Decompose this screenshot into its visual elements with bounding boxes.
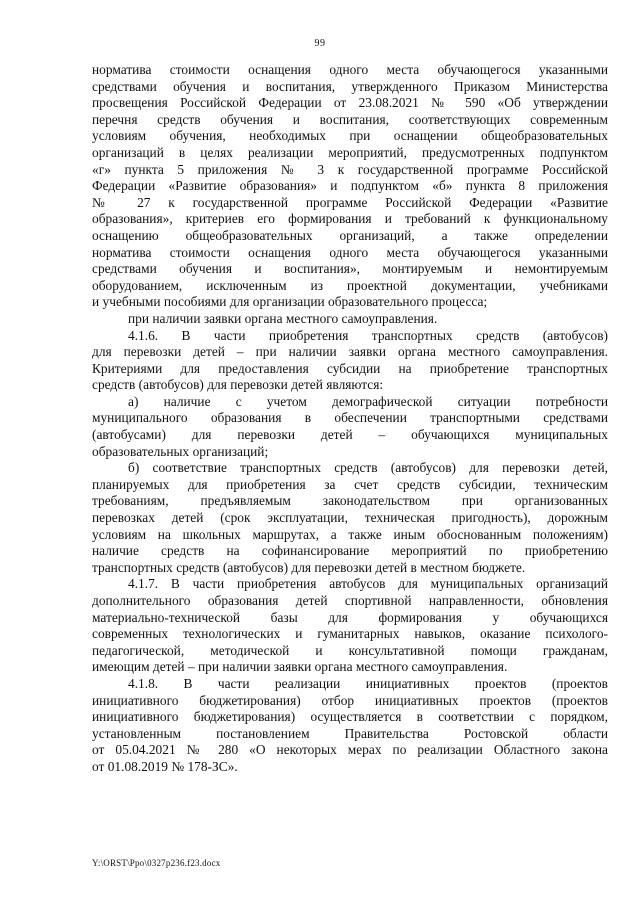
text-line: средствами обучения и воспитания, утвержденного Приказом Министерства bbox=[92, 78, 608, 94]
text-line: «г» пункта 5 приложения № 3 к государственной программе Российской bbox=[92, 161, 608, 177]
text-line: от 01.08.2019 № 178-ЗС». bbox=[92, 758, 238, 774]
text-line: а) наличие с учетом демографической ситуации потребности bbox=[128, 393, 608, 409]
text-line: муниципального образования в обеспечении транспортными средствами bbox=[92, 410, 608, 426]
text-line: перечня средств обучения и воспитания, соответствующих современным bbox=[92, 111, 608, 127]
text-line: средствами обучения и воспитания», монтируемым и немонтируемым bbox=[92, 261, 608, 277]
text-line: при наличии заявки органа местного самоуправления. bbox=[128, 310, 438, 326]
text-line: (автобусами) для перевозки детей – обучающихся муниципальных bbox=[92, 427, 608, 443]
text-line: современных технологических и гуманитарных навыков, оказание психолого- bbox=[92, 626, 608, 642]
text-line: материально-технической базы для формирования у обучающихся bbox=[92, 609, 608, 625]
document-body bbox=[92, 62, 608, 776]
text-line: Критериями для предоставления субсидии на приобретение транспортных bbox=[92, 360, 608, 376]
text-line: инициативного бюджетирования) осуществляется в соответствии с порядком, bbox=[92, 709, 608, 725]
text-line: образовательных организаций; bbox=[92, 443, 269, 459]
text-line: оборудованием, исключенным из проектной документации, учебниками bbox=[92, 277, 608, 293]
text-line: 4.1.7. В части приобретения автобусов для муниципальных организаций bbox=[128, 576, 608, 592]
text-line: от 05.04.2021 № 280 «О некоторых мерах по реализации Областного закона bbox=[92, 742, 608, 758]
text-line: норматива стоимости оснащения одного места обучающегося указанными bbox=[92, 244, 608, 260]
footer-file-path: Y:\ORST\Ppo\0327p236.f23.docx bbox=[92, 858, 221, 868]
text-line: условиям на школьных маршрутах, а также иным обоснованным положениям) bbox=[92, 526, 608, 542]
text-line: Федерации «Развитие образования» и подпунктом «б» пункта 8 приложения bbox=[92, 178, 608, 194]
text-line: имеющим детей – при наличии заявки органа местного самоуправления. bbox=[92, 659, 508, 675]
text-line: и учебными пособиями для организации образовательного процесса; bbox=[92, 294, 488, 310]
text-line: средств (автобусов) для перевозки детей являются: bbox=[92, 377, 384, 393]
text-line: просвещения Российской Федерации от 23.08.2021 № 590 «Об утверждении bbox=[92, 95, 608, 111]
text-line: условиям обучения, необходимых при оснащении общеобразовательных bbox=[92, 128, 608, 144]
text-line: 4.1.8. В части реализации инициативных проектов (проектов bbox=[128, 675, 608, 691]
text-line: оснащению общеобразовательных организаций, а также определении bbox=[92, 227, 608, 243]
text-line: организаций в целях реализации мероприятий, предусмотренных подпунктом bbox=[92, 144, 608, 160]
text-line: для перевозки детей – при наличии заявки органа местного самоуправления. bbox=[92, 344, 608, 360]
text-line: наличие средств на софинансирование мероприятий по приобретению bbox=[92, 543, 608, 559]
text-line: б) соответствие транспортных средств (автобусов) для перевозки детей, bbox=[128, 460, 608, 476]
text-line: транспортных средств (автобусов) для перевозки детей в местном бюджете. bbox=[92, 559, 526, 575]
text-line: перевозках детей (срок эксплуатации, техническая пригодность), дорожным bbox=[92, 510, 608, 526]
text-line: установленным постановлением Правительства Ростовской области bbox=[92, 725, 608, 741]
text-line: норматива стоимости оснащения одного места обучающегося указанными bbox=[92, 62, 608, 77]
text-line: планируемых для приобретения за счет средств субсидии, техническим bbox=[92, 476, 608, 492]
text-line: педагогической, методической и консультативной помощи гражданам, bbox=[92, 642, 608, 658]
text-line: инициативного бюджетирования) отбор инициативных проектов (проектов bbox=[92, 692, 608, 708]
text-line: образования», критериев его формирования и требований к функциональному bbox=[92, 211, 608, 227]
text-line: дополнительного образования детей спортивной направленности, обновления bbox=[92, 593, 608, 608]
text-line: требованиям, предъявляемым законодательством при организованных bbox=[92, 493, 608, 509]
text-line: 4.1.6. В части приобретения транспортных средств (автобусов) bbox=[128, 327, 608, 343]
page-number: 99 bbox=[314, 38, 326, 49]
text-line: № 27 к государственной программе Российской Федерации «Развитие bbox=[92, 194, 608, 210]
